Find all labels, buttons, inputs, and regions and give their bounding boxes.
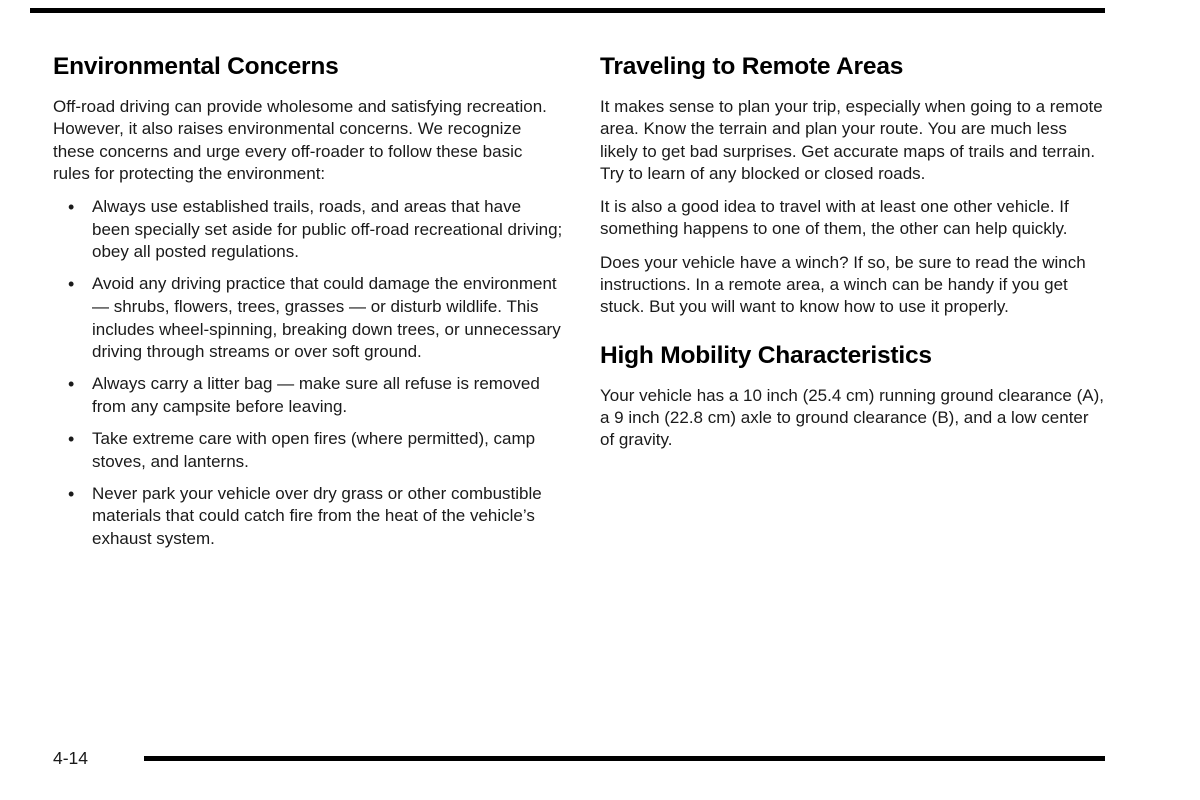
page-number: 4-14 <box>53 748 89 768</box>
bullet-item: • Take extreme care with open fires (where permitted), camp stoves, and lanterns. <box>53 428 563 473</box>
paragraph-plan-trip: It makes sense to plan your trip, especially when going to a remote area. Know the terrain and plan your route. You are much less likely to get bad surprises. Get accurate maps of trails and terrain. Try to learn of any blocked or closed roads. <box>600 96 1103 183</box>
right-column <box>600 54 1105 560</box>
page-footer <box>53 748 1105 769</box>
left-column <box>53 54 563 560</box>
bullet-item: • Never park your vehicle over dry grass or other combustible materials that could catch fire from the heat of the vehicle’s exhaust system. <box>53 483 563 551</box>
bottom-rule <box>144 756 1105 761</box>
paragraph-environmental-intro: Off-road driving can provide wholesome and satisfying recreation. However, it also raises environmental concerns. We recognize these concerns and urge every off-roader to follow these basic rules for protecting the environment: <box>53 96 547 183</box>
heading-environmental-concerns: Environmental Concerns <box>53 53 339 80</box>
bullet-item: • Always use established trails, roads, and areas that have been specially set aside for public off-road recreational driving; obey all posted regulations. <box>53 196 563 264</box>
heading-traveling-remote-areas: Traveling to Remote Areas <box>600 53 904 80</box>
paragraph-winch: Does your vehicle have a winch? If so, be sure to read the winch instructions. In a remote area, a winch can be handy if you get stuck. But you will want to know how to use it properly. <box>600 252 1086 317</box>
top-rule <box>30 8 1105 13</box>
environmental-rules-list <box>53 196 563 550</box>
paragraph-travel-with-vehicle: It is also a good idea to travel with at least one other vehicle. If something happens to one of them, the other can help quickly. <box>600 197 1069 239</box>
bullet-item: • Always carry a litter bag — make sure all refuse is removed from any campsite before leaving. <box>53 373 563 418</box>
heading-high-mobility: High Mobility Characteristics <box>600 341 932 369</box>
two-column-layout <box>53 54 1105 560</box>
bullet-item: • Avoid any driving practice that could damage the environment — shrubs, flowers, trees, grasses — or disturb wildlife. This includes wheel-spinning, breaking down trees, or unnecessary driving through streams or over soft ground. <box>53 273 563 363</box>
paragraph-ground-clearance: Your vehicle has a 10 inch (25.4 cm) running ground clearance (A), a 9 inch (22.8 cm) axle to ground clearance (B), and a low center of gravity. <box>600 385 1104 450</box>
